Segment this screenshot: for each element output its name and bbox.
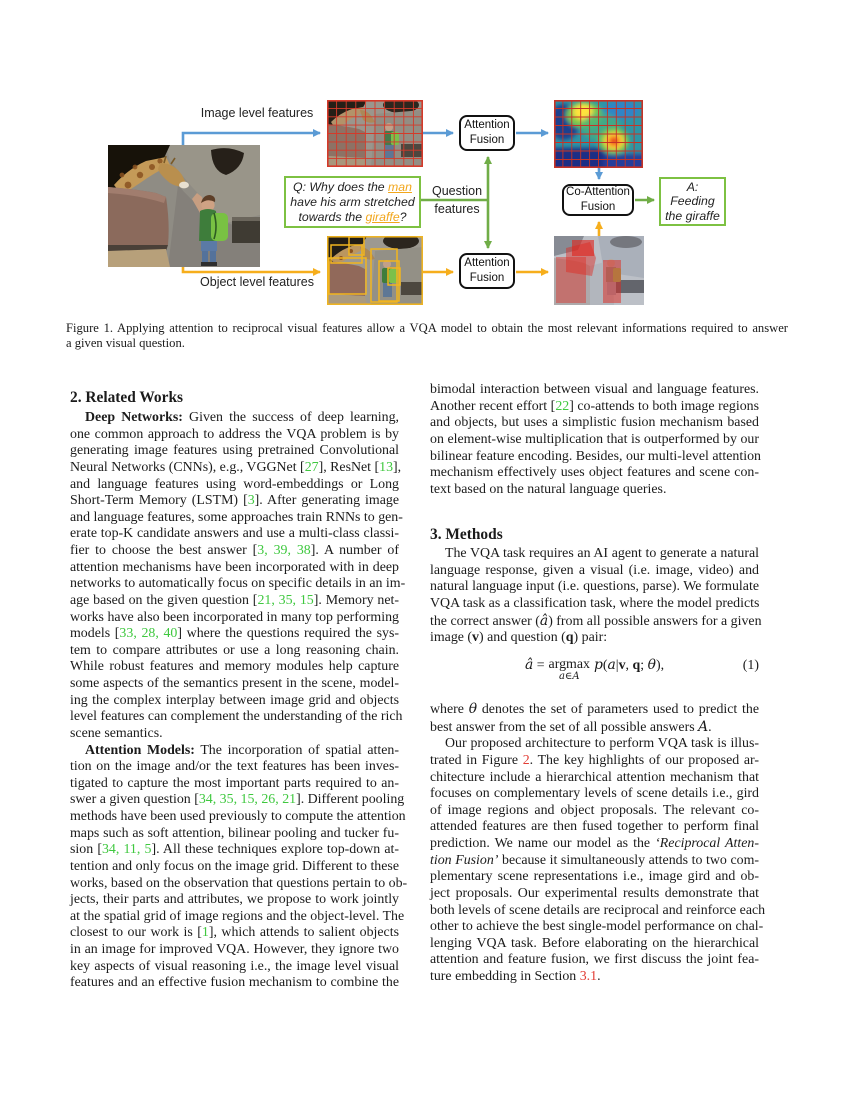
section-heading-related-works: 2. Related Works <box>70 388 184 406</box>
text-line: The VQA task requires an AI agent to generate a natural <box>445 546 759 561</box>
text-line <box>70 459 402 477</box>
text-segment: the correct answer ( <box>430 613 540 629</box>
text-line <box>70 743 399 760</box>
text-segment: ) from all possible answers for a given <box>548 613 762 629</box>
text-segment: best answer from the set of all possible answers <box>430 719 699 735</box>
text-line <box>70 410 399 427</box>
text-segment: image ( <box>430 630 473 646</box>
text-segment: trated in Figure <box>430 752 523 768</box>
equation-number: (1) <box>742 658 759 673</box>
co-attention-fusion-box <box>562 184 634 216</box>
attention-fusion-top-label-line1: Attention <box>464 119 510 132</box>
text-line <box>430 836 759 853</box>
text-line <box>430 612 762 631</box>
argmax-subscript <box>559 671 580 682</box>
text-segment: age based on the given question [ <box>70 592 258 608</box>
attention-fusion-box-top <box>459 115 515 151</box>
attention-fusion-bottom-label-line2: Fusion <box>469 272 505 284</box>
text-segment: Another recent effort [ <box>430 398 556 414</box>
text-segment: θ <box>647 657 656 673</box>
text-segment: models [ <box>70 626 120 642</box>
text-line <box>430 753 759 770</box>
text-line <box>70 593 399 610</box>
text-line: level features can complement the understanding of the rich <box>70 709 403 725</box>
answer-box <box>659 177 726 226</box>
text-line: works, based on the observation that questions pertain to ob- <box>70 875 408 891</box>
text-line: other to achieve the best single-model performance on chal- <box>430 919 764 935</box>
text-line <box>430 399 759 416</box>
text-line: features and an effective fusion mechanism to combine the <box>70 975 399 991</box>
source-photo-man-and-giraffe <box>108 145 260 267</box>
text-line <box>70 925 399 942</box>
citation-link[interactable]: 13 <box>379 459 394 475</box>
text-line: mechanism effectively uses object features and scene con- <box>430 465 759 481</box>
text-segment: . <box>708 719 712 735</box>
question-box <box>284 176 421 228</box>
citation-link[interactable]: 22 <box>555 398 570 414</box>
right-column-paragraph-1 <box>430 382 759 498</box>
text-line: networks to automatically focus on specific details in an im- <box>70 576 406 592</box>
figure-caption <box>66 321 788 350</box>
internal-ref-link[interactable]: 3.1 <box>579 969 598 984</box>
text-line: ing the complex interplay between image grid and objects <box>70 692 399 708</box>
equation-rhs <box>594 657 664 674</box>
text-segment: closest to our work is [ <box>70 925 202 941</box>
text-line: works have also been incorporated in many top performing <box>70 609 399 625</box>
text-line: Figure 1. Applying attention to reciprocal visual features allow a VQA model to obtain the most relevant informations required to answer <box>66 321 788 335</box>
object-proposals-thumbnail <box>327 236 423 305</box>
text-segment: | <box>615 658 619 673</box>
text-line: a given visual question. <box>66 335 185 350</box>
text-segment: The incorporation of spatial atten- <box>194 742 399 758</box>
text-line: lenging VQA task. Before elaborating on the hierarchical <box>430 935 759 951</box>
object-level-features-label: Object level features <box>200 275 314 289</box>
text-line: While robust features and memory modules help capture <box>70 659 399 675</box>
citation-link[interactable]: 27 <box>304 459 319 475</box>
image-grid-features-thumbnail <box>327 100 423 167</box>
text-line <box>430 969 759 986</box>
text-segment: ] co-attends to both image regions <box>569 398 759 414</box>
citation-link[interactable]: 34, 35, 15, 26, 21 <box>198 792 297 808</box>
text-line: plementary scene representations i.e., image gird and ob- <box>430 869 759 885</box>
text-segment: ]. All these techniques explore top-down at- <box>151 842 399 858</box>
text-segment: where <box>430 702 469 717</box>
text-segment: ( <box>602 658 608 673</box>
question-text <box>290 180 415 225</box>
attention-fusion-top-label-line2: Fusion <box>469 134 505 146</box>
text-segment: ‘Reciprocal Atten- <box>655 836 759 851</box>
text-line: Our proposed architecture to perform VQA task is illus- <box>445 736 759 752</box>
text-line: VQA task as a classification task, where the model predicts <box>430 595 760 611</box>
text-segment: sion [ <box>70 842 102 858</box>
text-segment: A <box>698 718 709 735</box>
text-line: tigated to capture the most important parts required to an- <box>70 775 399 791</box>
text-line: generating image features using pretrained Convolutional <box>70 443 399 459</box>
text-segment: v <box>618 658 626 673</box>
text-line: the giraffe <box>665 208 720 223</box>
text-line <box>70 792 405 809</box>
text-segment: giraffe <box>365 209 400 224</box>
text-segment: p <box>593 657 603 673</box>
text-segment: ]. A number of <box>310 543 399 558</box>
text-segment: Given the success of deep learning, <box>182 410 400 425</box>
text-segment: ], <box>393 459 402 475</box>
text-segment: have his arm stretched towards the <box>290 194 415 224</box>
text-segment: v <box>472 630 479 646</box>
text-segment: Attention Models: <box>85 742 195 758</box>
text-line: Feeding <box>670 194 715 209</box>
equation-lhs <box>525 657 545 674</box>
right-column-paragraph-2 <box>430 546 762 647</box>
text-segment: tion Fusion’ <box>430 852 499 868</box>
text-segment: ]. After generating image <box>254 493 399 509</box>
text-line: on element-wise multiplication that is outperformed by our <box>430 431 759 447</box>
citation-link[interactable]: 3 <box>247 493 255 509</box>
text-segment: q <box>565 630 574 646</box>
text-segment: ]. Memory net- <box>313 592 399 608</box>
text-segment: swer a given question [ <box>70 792 199 808</box>
citation-link[interactable]: 1 <box>201 925 209 941</box>
internal-ref-link[interactable]: 2 <box>522 752 530 768</box>
text-line: and language features, some approaches train RNNs to gen- <box>70 509 403 525</box>
text-line: natural language input (i.e. questions, parse). We formulate <box>430 579 759 595</box>
text-segment: . The key highlights of our proposed ar- <box>529 752 759 768</box>
text-line <box>70 493 399 510</box>
text-line: maps such as soft attention, bilinear pooling and tucker fu- <box>70 825 399 841</box>
text-segment: a <box>607 657 616 673</box>
text-line: some aspects of the semantics present in the scene, model- <box>70 676 399 691</box>
text-line <box>430 630 759 647</box>
text-segment: Short-Term Memory (LSTM) [ <box>70 493 248 509</box>
text-line: and language features using word-embeddings or Long <box>70 476 399 492</box>
attention-fusion-bottom-label-line1: Attention <box>464 257 510 270</box>
citation-link[interactable]: 34, 11, 5 <box>101 842 152 858</box>
text-line: scene semantics. <box>70 725 163 741</box>
co-attention-fusion-label-line2: Fusion <box>580 201 616 213</box>
text-segment: A <box>572 671 580 682</box>
text-line: tem to compare attributes or use a long reasoning chain. <box>70 642 399 658</box>
text-segment: because it simultaneously attends to two com- <box>498 852 760 868</box>
text-segment: a <box>558 671 565 682</box>
text-segment: ], which attends to salient objects <box>208 925 399 941</box>
co-attention-fusion-label-line1: Co-Attention <box>566 186 630 199</box>
text-segment: Deep Networks: <box>85 410 183 425</box>
equation-body <box>430 657 759 682</box>
text-line <box>430 701 759 719</box>
image-level-features-label: Image level features <box>200 106 314 120</box>
citation-link[interactable]: 21, 35, 15 <box>257 592 314 608</box>
text-line: erate top-K candidate answers and use a multi-class classi- <box>70 526 399 542</box>
text-segment: , <box>625 658 633 673</box>
text-segment: Neural Networks (CNNs), e.g., VGGNet [ <box>70 459 305 475</box>
text-line: one common approach to address the VQA problem is by <box>70 426 399 442</box>
text-line: ject proposals. Our experimental results demonstrate that <box>430 885 759 901</box>
text-segment: ] where the questions required the sys- <box>177 626 399 642</box>
text-line: text based on the natural language queries. <box>430 481 667 497</box>
text-segment: q <box>632 658 641 673</box>
text-segment: ), <box>655 658 665 673</box>
citation-link[interactable]: 3, 39, 38 <box>257 543 311 558</box>
text-line: focuses on complementary levels of scene details i.e., gird <box>430 786 759 802</box>
text-line: tion on the image and/or the text features has been inves- <box>70 759 399 775</box>
text-line: at the spatial grid of image regions and the object-level. The <box>70 908 405 924</box>
text-line: language response, given a visual (i.e. image, video) and <box>430 562 759 578</box>
text-segment: ) pair: <box>573 630 608 646</box>
attention-fusion-box-bottom <box>459 253 515 289</box>
text-segment: denotes the set of parameters used to predict the <box>477 702 760 717</box>
text-segment: â <box>524 657 534 673</box>
figure-1-diagram <box>60 95 790 310</box>
text-line: both levels of scene details are reciprocal and reinforce each <box>430 902 766 918</box>
right-column-paragraph-3 <box>430 701 766 986</box>
text-line <box>70 543 399 560</box>
text-segment: Q: Why does the <box>293 179 389 194</box>
text-line: attention and feature fusion, we first discuss the joint fea- <box>430 952 759 968</box>
text-line: jects, their parts and attributes, we propose to work jointly <box>70 892 399 908</box>
text-segment: prediction. We name our model as the <box>430 836 656 851</box>
text-line: tention and only focus on the image grid. Different to these <box>70 858 399 874</box>
text-segment: â <box>539 612 549 629</box>
citation-link[interactable]: 33, 28, 40 <box>119 626 178 642</box>
text-line: key aspects of visual reasoning i.e., the image level visual <box>70 958 399 974</box>
text-line: bilinear feature encoding. Besides, our multi-level attention <box>430 448 761 464</box>
text-line <box>430 853 759 870</box>
object-attention-thumbnail <box>554 236 644 305</box>
text-segment: man <box>388 179 412 194</box>
text-segment: θ <box>468 701 478 717</box>
text-segment: ) and question ( <box>479 630 566 646</box>
text-segment: ture embedding in Section <box>430 969 580 984</box>
equation-1 <box>430 657 759 697</box>
text-segment: = <box>533 658 545 673</box>
text-line: in an image for improved VQA. However, they ignore two <box>70 942 399 957</box>
text-line <box>430 719 759 737</box>
left-column-text <box>70 410 408 992</box>
text-line: bimodal interaction between visual and language features. <box>430 382 759 397</box>
text-segment: ], ResNet [ <box>318 459 380 475</box>
text-segment: ? <box>399 209 407 224</box>
section-heading-methods: 3. Methods <box>430 525 503 543</box>
text-segment: ]. Different pooling <box>296 792 405 808</box>
text-segment: . <box>597 969 601 984</box>
argmax-operator: argmax a∈A <box>548 657 590 682</box>
text-line: methods have been used previously to compute the attention <box>70 809 406 824</box>
text-segment: fier to choose the best answer [ <box>70 543 258 558</box>
text-line: chitecture include a hierarchical attention mechanism that <box>430 769 759 785</box>
text-line: and objects, but uses a simplistic fusion mechanism based <box>430 415 759 431</box>
text-line: A: <box>686 179 699 194</box>
text-line: of image regions and object proposals. The relevant co- <box>430 802 759 818</box>
text-line: attended features are then fused together to perform final <box>430 819 759 835</box>
question-features-label-line2: features <box>434 202 480 216</box>
text-line <box>70 842 399 859</box>
question-features-label-line1: Question <box>431 184 483 198</box>
image-attention-heatmap <box>554 100 643 168</box>
text-line: attention mechanisms have been incorporated with in deep <box>70 559 399 575</box>
text-segment: ; <box>640 658 648 673</box>
text-line <box>70 626 399 643</box>
text-segment: ∈ <box>564 671 573 682</box>
